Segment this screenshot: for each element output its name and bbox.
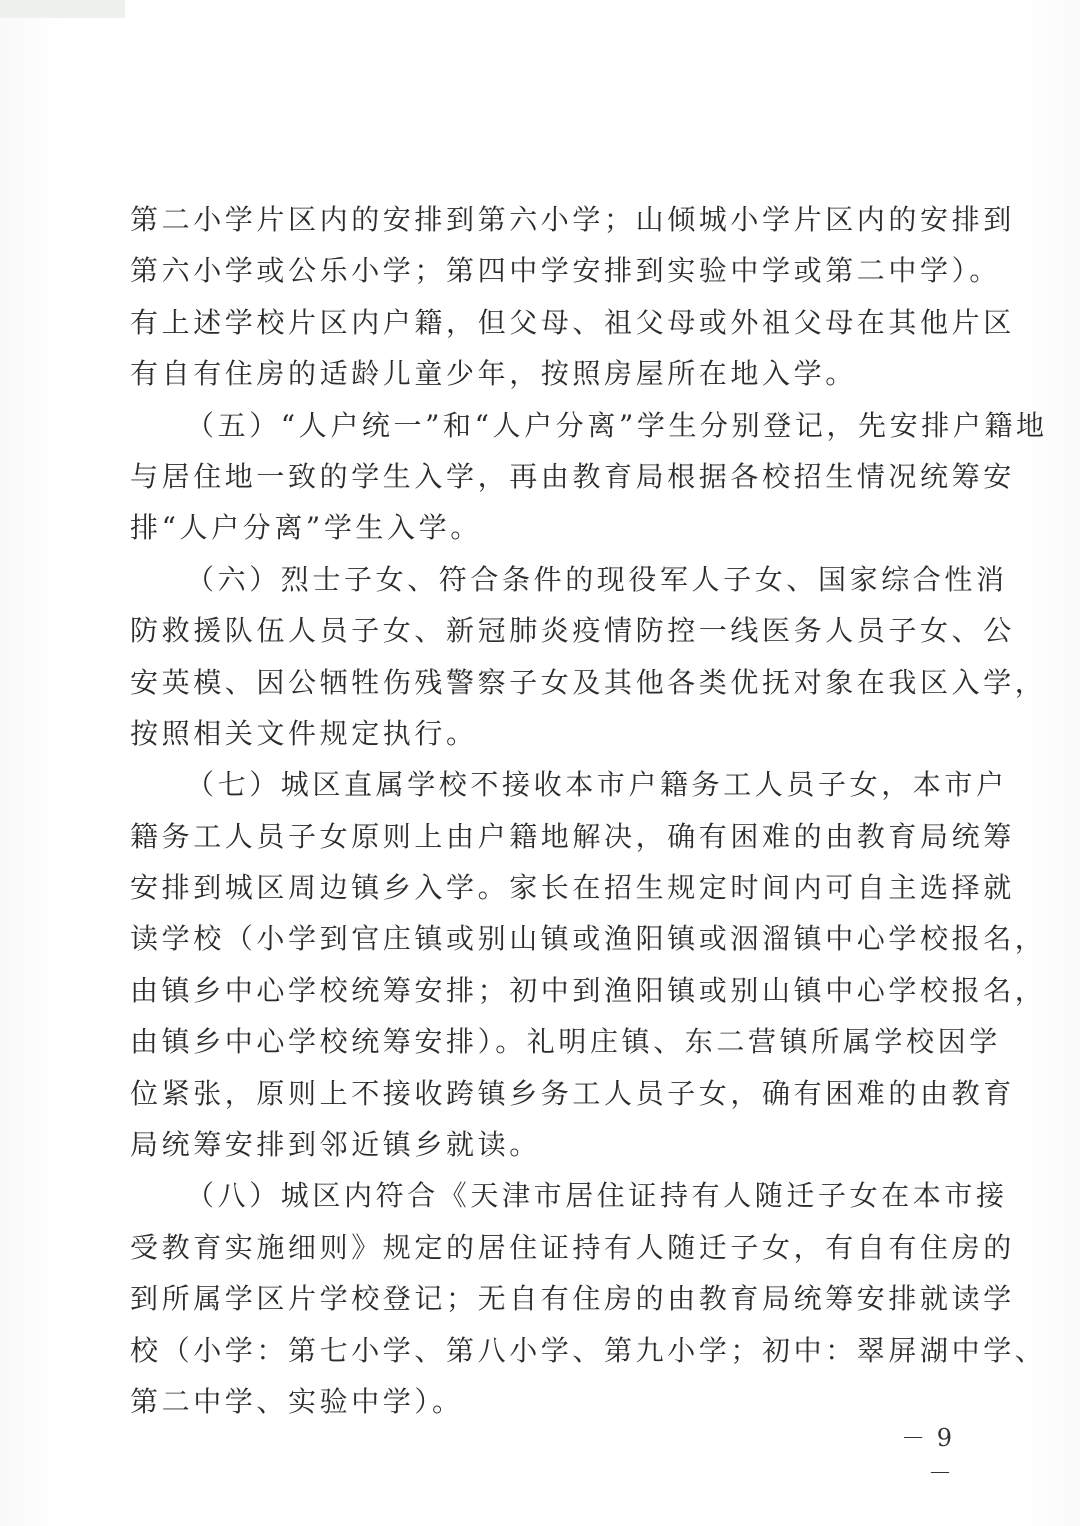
text-line: 有上述学校片区内户籍，但父母、祖父母或外祖父母在其他片区	[130, 305, 1015, 339]
text-line: 到所属学区片学校登记；无自有住房的由教育局统筹安排就读学	[130, 1282, 1015, 1316]
text-line: 受教育实施细则》规定的居住证持有人随迁子女，有自有住房的	[130, 1230, 1015, 1264]
text-line: 安英模、因公牺牲伤残警察子女及其他各类优抚对象在我区入学，	[130, 665, 1047, 699]
page-number: － 9 －	[901, 1424, 954, 1487]
body-text	[130, 194, 1048, 1427]
text-line: 有自有住房的适龄儿童少年，按照房屋所在地入学。	[130, 357, 857, 391]
text-line: 第六小学或公乐小学；第四中学安排到实验中学或第二中学）。	[130, 254, 1001, 288]
text-line: 读学校（小学到官庄镇或别山镇或渔阳镇或洇溜镇中心学校报名，	[130, 922, 1047, 956]
paragraph-6-start: （六）烈士子女、符合条件的现役军人子女、国家综合性消	[186, 562, 1008, 596]
text-line: 排“人户分离”学生入学。	[130, 511, 482, 545]
text-line: 第二中学、实验中学）。	[130, 1384, 464, 1418]
text-line: 与居住地一致的学生入学，再由教育局根据各校招生情况统筹安	[130, 459, 1015, 493]
text-line: 由镇乡中心学校统筹安排；初中到渔阳镇或别山镇中心学校报名，	[130, 973, 1047, 1007]
text-line: 第二小学片区内的安排到第六小学；山倾城小学片区内的安排到	[130, 203, 1015, 236]
text-line: 校（小学：第七小学、第八小学、第九小学；初中：翠屏湖中学、	[130, 1333, 1047, 1367]
paragraph-5-start: （五）“人户统一”和“人户分离”学生分别登记，先安排户籍地	[186, 408, 1048, 442]
paragraph-7-start: （七）城区直属学校不接收本市户籍务工人员子女，本市户	[186, 768, 1008, 802]
text-line: 按照相关文件规定执行。	[130, 716, 478, 750]
paragraph-8-start: （八）城区内符合《天津市居住证持有人随迁子女在本市接	[186, 1179, 1008, 1213]
text-line: 防救援队伍人员子女、新冠肺炎疫情防控一线医务人员子女、公	[130, 614, 1015, 648]
scan-edge-strip	[0, 0, 125, 18]
text-line: 籍务工人员子女原则上由户籍地解决，确有困难的由教育局统筹	[130, 819, 1015, 853]
text-line: 由镇乡中心学校统筹安排）。礼明庄镇、东二营镇所属学校因学	[130, 1025, 1001, 1059]
text-line: 位紧张，原则上不接收跨镇乡务工人员子女，确有困难的由教育	[130, 1076, 1015, 1110]
text-line: 安排到城区周边镇乡入学。家长在招生规定时间内可自主选择就	[130, 871, 1015, 905]
text-line: 局统筹安排到邻近镇乡就读。	[130, 1128, 541, 1162]
